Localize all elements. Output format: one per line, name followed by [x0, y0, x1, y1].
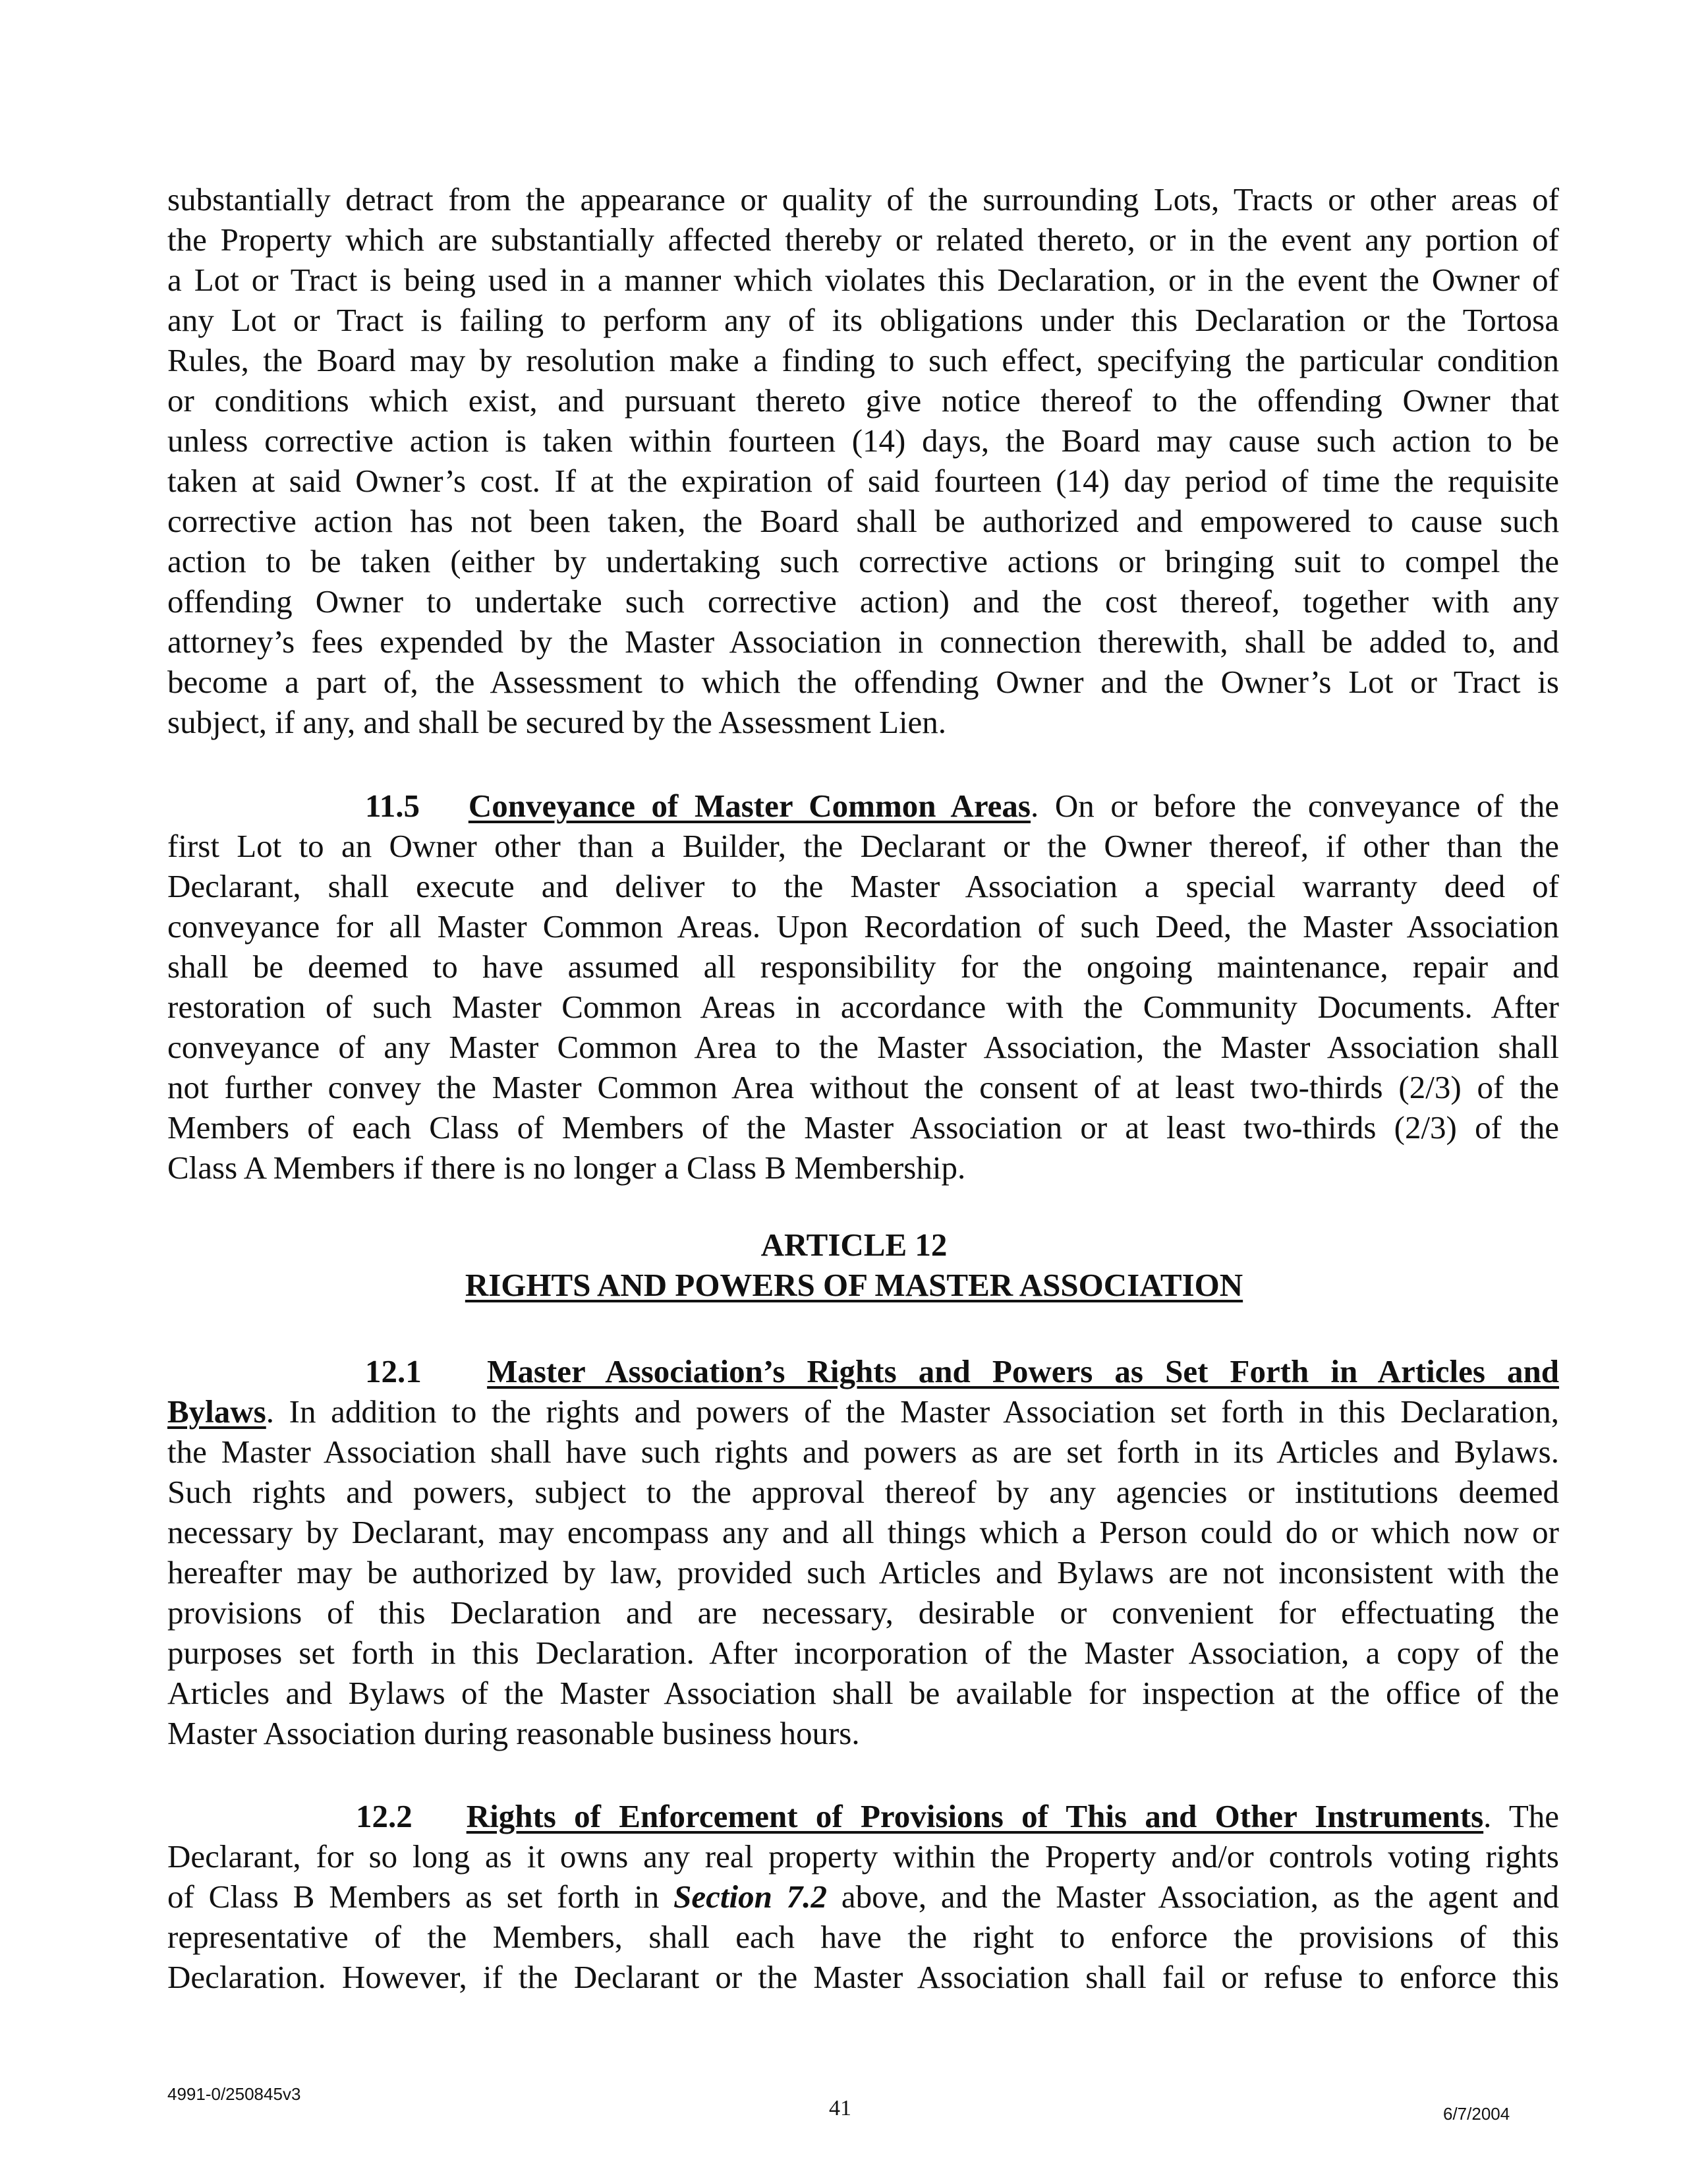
text-segment: [413, 1798, 467, 1834]
text-segment: . On or before the conveyance of the: [1031, 788, 1559, 824]
article-number: ARTICLE 12: [760, 1227, 948, 1263]
article-title: [0, 1265, 1708, 1305]
text-line: restoration of such Master Common Areas in accordance with the Community Documents. After: [167, 989, 1559, 1025]
footer-date: 6/7/2004: [1443, 2104, 1510, 2124]
text-line: conveyance of any Master Common Area to the Master Association, the Master Association shall: [167, 1029, 1559, 1065]
footer-page-number: 41: [829, 2096, 851, 2120]
text-line: [167, 786, 1559, 826]
text-line: any Lot or Tract is failing to perform any of its obligations under this Declaration or the Tortosa: [167, 302, 1559, 338]
paragraph-11-4-continuation: [167, 179, 1559, 742]
section-heading: Rights of Enforcement of Provisions of This and Other Instruments: [466, 1798, 1484, 1834]
section-12-1: [167, 1351, 1559, 1753]
section-number: 11.5: [365, 788, 420, 824]
text-segment: . In addition to the rights and powers of the Master Association set forth in this Declaration,: [266, 1393, 1559, 1430]
text-line: hereafter may be authorized by law, provided such Articles and Bylaws are not inconsistent with the: [167, 1554, 1559, 1590]
article-heading: [0, 1225, 1708, 1305]
text-segment: [420, 788, 469, 824]
section-12-2: [167, 1796, 1559, 1997]
text-line: representative of the Members, shall each have the right to enforce the provisions of this: [167, 1919, 1559, 1955]
section-number: 12.1: [365, 1353, 422, 1389]
text-segment: . The: [1483, 1798, 1560, 1834]
text-line: corrective action has not been taken, the Board shall be authorized and empowered to cause such: [167, 503, 1559, 539]
section-heading: Section 7.2: [673, 1878, 827, 1915]
text-line: Declarant, shall execute and deliver to the Master Association a special warranty deed of: [167, 868, 1559, 904]
text-line: necessary by Declarant, may encompass any and all things which a Person could do or which now or: [167, 1514, 1559, 1550]
text-segment: [422, 1353, 487, 1389]
text-line: [167, 1796, 1559, 1836]
text-line: a Lot or Tract is being used in a manner which violates this Declaration, or in the event the Owner of: [167, 262, 1559, 298]
text-segment: of Class B Members as set forth in: [167, 1878, 674, 1915]
text-line: shall be deemed to have assumed all responsibility for the ongoing maintenance, repair and: [167, 948, 1559, 985]
text-segment: above, and the Master Association, as the agent and: [826, 1878, 1559, 1915]
text-line: or conditions which exist, and pursuant thereto give notice thereof to the offending Owner that: [167, 382, 1559, 419]
text-line: first Lot to an Owner other than a Builder, the Declarant or the Owner thereof, if other than the: [167, 828, 1559, 864]
text-line: Master Association during reasonable business hours.: [167, 1715, 860, 1751]
text-line: offending Owner to undertake such corrective action) and the cost thereof, together with any: [167, 583, 1559, 620]
text-line: [167, 1351, 1559, 1391]
text-line: provisions of this Declaration and are necessary, desirable or convenient for effectuating the: [167, 1594, 1559, 1631]
text-line: Such rights and powers, subject to the approval thereof by any agencies or institutions deemed: [167, 1474, 1559, 1510]
text-line: not further convey the Master Common Area without the consent of at least two-thirds (2/3) of the: [167, 1069, 1559, 1105]
section-number: 12.2: [356, 1798, 413, 1834]
text-line: subject, if any, and shall be secured by the Assessment Lien.: [167, 704, 947, 740]
text-line: Rules, the Board may by resolution make a finding to such effect, specifying the particular condition: [167, 342, 1559, 378]
text-line: action to be taken (either by undertaking such corrective actions or bringing suit to compel the: [167, 543, 1559, 579]
section-heading: Bylaws: [167, 1393, 266, 1430]
text-line: Declaration. However, if the Declarant or the Master Association shall fail or refuse to enforce this: [167, 1959, 1559, 1995]
text-line: become a part of, the Assessment to which the offending Owner and the Owner’s Lot or Tract is: [167, 664, 1559, 700]
text-line: Class A Members if there is no longer a Class B Membership.: [167, 1150, 966, 1186]
text-line: Articles and Bylaws of the Master Association shall be available for inspection at the office of the: [167, 1675, 1559, 1711]
text-line: [167, 1877, 1559, 1917]
section-heading: Master Association’s Rights and Powers as Set Forth in Articles and: [487, 1353, 1560, 1389]
text-line: taken at said Owner’s cost. If at the expiration of said fourteen (14) day period of time the requisite: [167, 463, 1559, 499]
text-line: [167, 1391, 1559, 1432]
text-line: substantially detract from the appearance or quality of the surrounding Lots, Tracts or other areas of: [167, 181, 1559, 218]
text-line: the Master Association shall have such rights and powers as are set forth in its Articles and Bylaws.: [167, 1434, 1559, 1470]
section-11-5: [167, 786, 1559, 1188]
text-line: Declarant, for so long as it owns any real property within the Property and/or controls voting rights: [167, 1838, 1559, 1875]
article-title-text: RIGHTS AND POWERS OF MASTER ASSOCIATION: [465, 1267, 1243, 1303]
text-line: attorney’s fees expended by the Master Association in connection therewith, shall be added to, and: [167, 624, 1559, 660]
text-line: Members of each Class of Members of the Master Association or at least two-thirds (2/3) of the: [167, 1109, 1559, 1146]
text-line: conveyance for all Master Common Areas. Upon Recordation of such Deed, the Master Association: [167, 908, 1559, 945]
text-line: unless corrective action is taken within fourteen (14) days, the Board may cause such action to be: [167, 422, 1559, 459]
text-line: the Property which are substantially affected thereby or related thereto, or in the event any portion of: [167, 221, 1559, 258]
footer-document-id: 4991-0/250845v3: [167, 2084, 301, 2104]
section-heading: Conveyance of Master Common Areas: [468, 788, 1031, 824]
text-line: purposes set forth in this Declaration. After incorporation of the Master Association, a copy of the: [167, 1635, 1559, 1671]
